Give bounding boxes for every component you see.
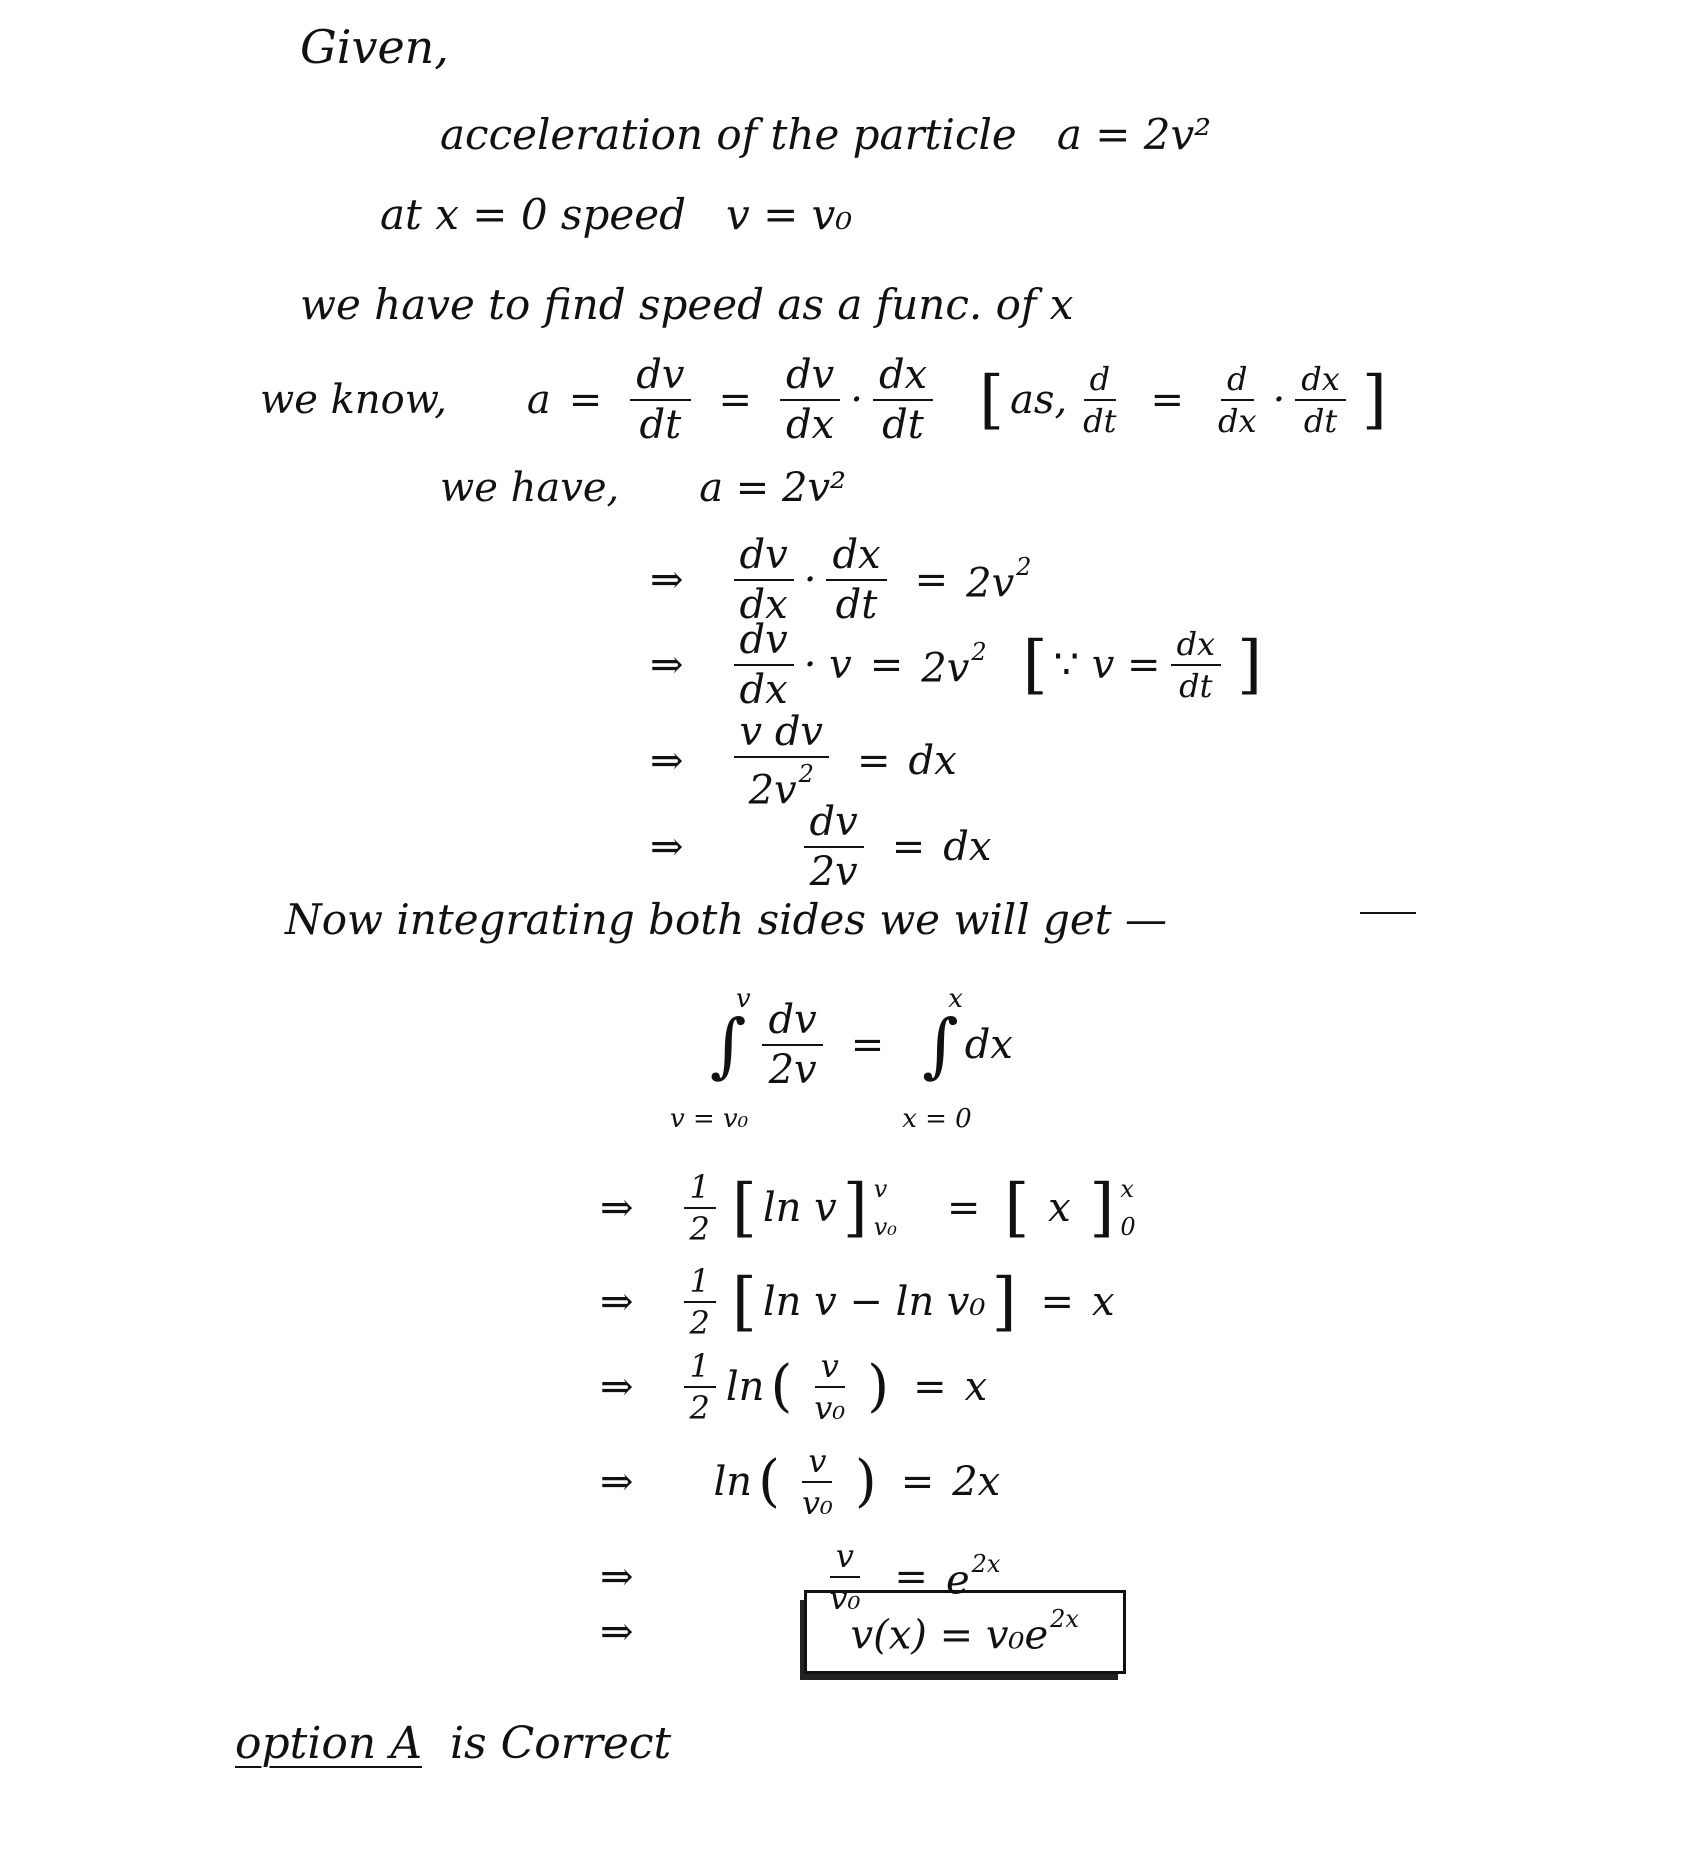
- conclusion: [235, 1718, 671, 1769]
- final-answer-box: [804, 1590, 1126, 1674]
- correct-text: is Correct: [449, 1718, 672, 1769]
- acceleration-expression: a = 2v²: [1056, 110, 1212, 159]
- initial-expression: v = v₀: [726, 190, 853, 239]
- given-heading: Given,: [300, 20, 449, 74]
- integral-row: ∫ v v = v₀ $\frac{dv}{2v}$ = ∫ x x = 0 dx: [670, 984, 1013, 1134]
- step-7: ⇒ $\frac{1}{2}$ ln ( $\frac{v}{\text{v₀}}$ ) = x: [600, 1347, 988, 1427]
- step-9: ⇒ $\frac{v}{\text{v₀}}$ = $e^{2x}$: [600, 1537, 1001, 1617]
- initial-text: at x = 0 speed: [380, 190, 686, 239]
- we-know-label: we know,: [260, 377, 447, 423]
- chain-rule-row: we know, a = $\frac{dv}{dt}$ = $\frac{dv}{dx}$ · $\frac{dx}{dt}$ [ as, $\frac{d}{dt}$ = $\frac{d}{dx}$ · $\frac{dx}{dt}$ ]: [260, 355, 1393, 445]
- goal-statement: we have to find speed as a func. of x: [300, 280, 1074, 329]
- final-answer-exponent: 2x: [1050, 1605, 1079, 1633]
- acceleration-text: acceleration of the particle: [440, 110, 1017, 159]
- we-have-row: [440, 465, 846, 511]
- step-2: ⇒ $\frac{dv}{dx}$ · v = $2v^2$ [ ∵ v = $\frac{dx}{dt}$ ]: [650, 620, 1268, 710]
- lower-limit-v: v = v₀: [670, 1104, 749, 1134]
- lower-limit-x: x = 0: [902, 1104, 972, 1134]
- step-1: ⇒ $\frac{dv}{dx}$ · $\frac{dx}{dt}$ = $2v^2$: [650, 532, 1032, 628]
- integral-sign-left: ∫ v v = v₀: [670, 984, 751, 1134]
- step-4: ⇒ $\frac{dv}{2v}$ = dx: [650, 799, 992, 895]
- initial-condition: [380, 190, 852, 239]
- dash-mark: [1360, 912, 1416, 914]
- step-10: ⇒ $v(x) = v_0e^{2x}$: [600, 1590, 1126, 1674]
- step-3: ⇒ $\frac{\text{v dv}}{2v^2}$ = dx: [650, 709, 957, 814]
- final-answer: v(x) = v₀e: [850, 1612, 1049, 1659]
- step-5: ⇒ $\frac{1}{2}$ [ ln v ] v v₀ = [ x ] x 0: [600, 1168, 1136, 1249]
- integration-statement: Now integrating both sides we will get —: [285, 895, 1167, 944]
- step-8: ⇒ ln ( $\frac{v}{\text{v₀}}$ ) = 2x: [600, 1442, 1001, 1522]
- option-label: option A: [235, 1718, 422, 1769]
- acceleration-statement: [440, 110, 1211, 159]
- velocity-note: [ ∵ v = $\frac{dx}{dt}$ ]: [1022, 625, 1263, 705]
- upper-limit-x: x: [948, 984, 963, 1014]
- we-have-label: we have,: [440, 465, 620, 511]
- upper-limit-v: v: [736, 984, 751, 1014]
- we-have-expression: a = 2v²: [699, 465, 847, 511]
- chain-rule-note: [ as, $\frac{d}{dt}$ = $\frac{d}{dx}$ · $\frac{dx}{dt}$ ]: [979, 360, 1387, 440]
- integral-sign-right: ∫ x x = 0: [902, 984, 972, 1134]
- step-6: ⇒ $\frac{1}{2}$ [ ln v − ln v₀ ] = x: [600, 1262, 1115, 1342]
